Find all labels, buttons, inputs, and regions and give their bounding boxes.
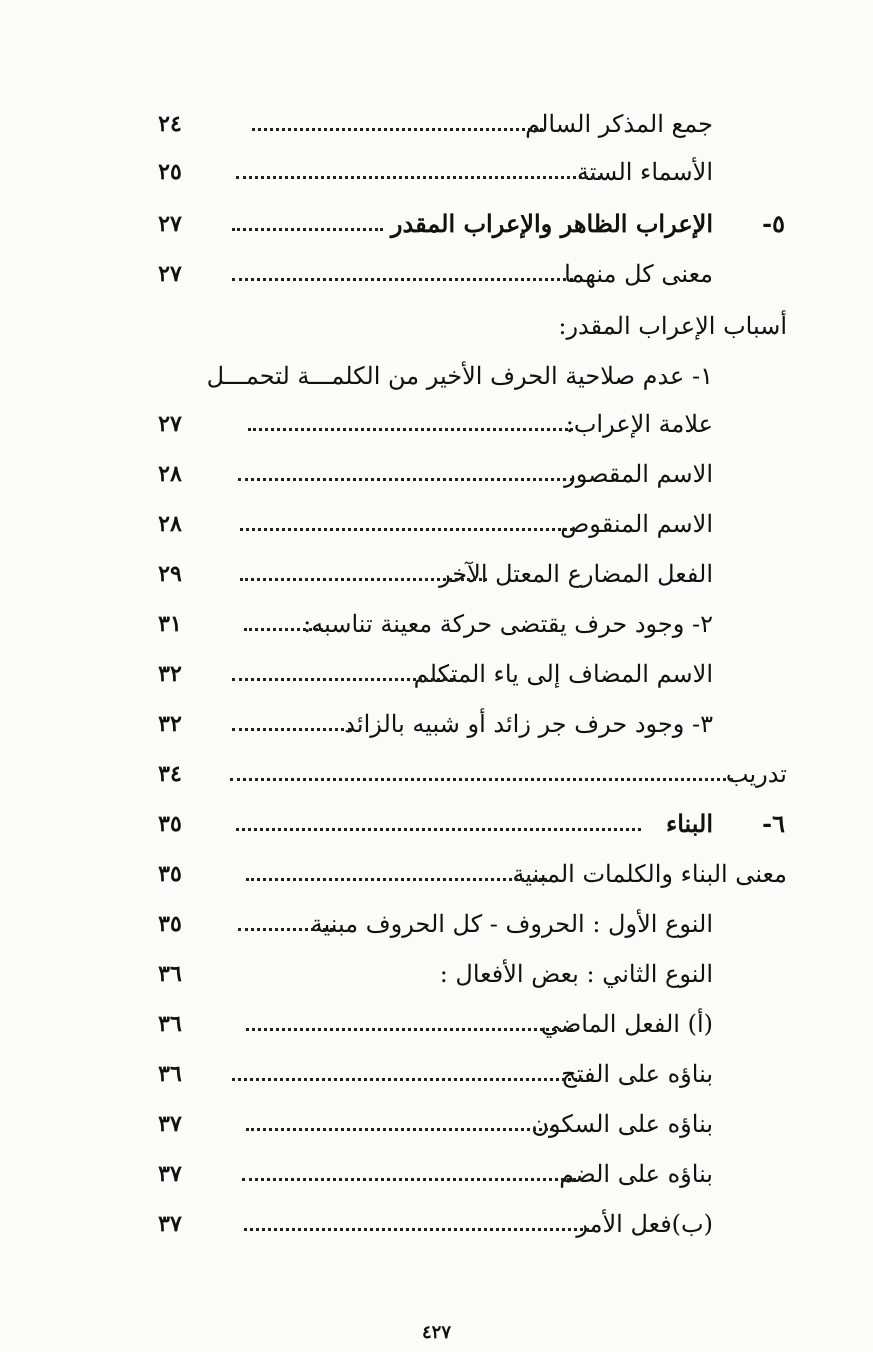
toc-entry-title: الاسم المقصور — [564, 460, 713, 488]
toc-page-number: ٣٥ — [158, 861, 182, 887]
toc-row — [0, 1154, 873, 1194]
toc-entry-title: البناء — [665, 809, 713, 838]
toc-row — [0, 404, 873, 444]
toc-row — [0, 454, 873, 494]
toc-page-number: ٣٥ — [158, 811, 182, 837]
toc-entry-title: معنى البناء والكلمات المبنية — [512, 860, 787, 888]
dot-leader — [242, 1178, 583, 1181]
dot-leader — [248, 428, 573, 431]
toc-entry-title: (ب)فعل الأمر — [576, 1210, 713, 1238]
toc-entry-title: الاسم المنقوص — [560, 510, 713, 538]
toc-row — [0, 554, 873, 594]
toc-page-number: ٢٤ — [158, 111, 182, 137]
toc-page-number: ٢٩ — [158, 561, 182, 587]
toc-row — [0, 1054, 873, 1094]
toc-entry-title: ٣- وجود حرف جر زائد أو شبيه بالزائد — [344, 710, 713, 738]
section-number: ٥- — [762, 209, 785, 238]
toc-row — [0, 1104, 873, 1144]
toc-row — [0, 356, 873, 396]
dot-leader — [232, 1078, 583, 1081]
toc-row — [0, 904, 873, 944]
dot-leader — [240, 578, 487, 581]
toc-entry-title: علامة الإعراب: — [565, 410, 713, 438]
toc-entry-title: النوع الثاني : بعض الأفعال : — [439, 960, 713, 988]
toc-page-number: ٢٧ — [158, 261, 182, 287]
toc-page-number: ٣١ — [158, 611, 182, 637]
dot-leader — [246, 1128, 553, 1131]
toc-page-number: ٢٧ — [158, 211, 182, 237]
dot-leader — [252, 128, 543, 131]
toc-row — [0, 504, 873, 544]
toc-row — [0, 854, 873, 894]
toc-row — [0, 1004, 873, 1044]
dot-leader — [232, 278, 573, 281]
toc-entry-title: (أ) الفعل الماضي — [540, 1010, 713, 1038]
dot-leader — [240, 528, 573, 531]
toc-entry-title: النوع الأول : الحروف - كل الحروف مبنية — [310, 910, 713, 938]
toc-page-number: ٢٨ — [158, 511, 182, 537]
dot-leader — [236, 828, 641, 831]
dot-leader — [232, 728, 351, 731]
dot-leader — [246, 1028, 573, 1031]
toc-entry-title: بناؤه على الفتح — [561, 1060, 713, 1088]
toc-entry-title: ٢- وجود حرف يقتضى حركة معينة تناسبه: — [303, 610, 713, 638]
toc-row — [0, 204, 873, 244]
toc-entry-title: الفعل المضارع المعتل الآخر — [439, 560, 713, 588]
toc-row — [0, 104, 873, 144]
toc-row — [0, 1204, 873, 1244]
toc-entry-title: تدريب — [725, 760, 787, 788]
toc-row — [0, 306, 873, 346]
toc-row — [0, 704, 873, 744]
toc-page-number: ٣٦ — [158, 1011, 182, 1037]
dot-leader — [232, 678, 453, 681]
toc-page-number: ٣٤ — [158, 761, 182, 787]
dot-leader — [244, 628, 323, 631]
toc-heading: أسباب الإعراب المقدر: — [558, 312, 787, 340]
toc-entry-title: ١- عدم صلاحية الحرف الأخير من الكلمـــة لتحمـــل — [206, 362, 713, 390]
toc-entry-title: معنى كل منهما — [564, 260, 713, 288]
toc-entry-title: بناؤه على السكون — [531, 1110, 713, 1138]
toc-row — [0, 254, 873, 294]
toc-entry-title: بناؤه على الضم — [559, 1160, 713, 1188]
toc-page-number: ٣٢ — [158, 711, 182, 737]
toc-page-number: ٣٧ — [158, 1211, 182, 1237]
toc-page-number: ٣٢ — [158, 661, 182, 687]
toc-entry-title: الاسم المضاف إلى ياء المتكلم — [413, 660, 713, 688]
toc-page-number: ٢٧ — [158, 411, 182, 437]
toc-row — [0, 152, 873, 192]
page-number: ٤٢٧ — [421, 1322, 451, 1343]
toc-page-number: ٣٧ — [158, 1111, 182, 1137]
toc-page-number: ٣٥ — [158, 911, 182, 937]
toc-entry-title: الإعراب الظاهر والإعراب المقدر — [390, 209, 713, 238]
dot-leader — [238, 928, 333, 931]
toc-page-number: ٣٦ — [158, 961, 182, 987]
toc-entry-title: جمع المذكر السالم — [525, 110, 713, 138]
dot-leader — [238, 478, 573, 481]
dot-leader — [232, 228, 383, 231]
toc-page-number: ٣٦ — [158, 1061, 182, 1087]
toc-page-number: ٢٨ — [158, 461, 182, 487]
toc-page-number: ٣٧ — [158, 1161, 182, 1187]
toc-row — [0, 654, 873, 694]
toc-row — [0, 604, 873, 644]
toc-row — [0, 804, 873, 844]
dot-leader — [230, 778, 733, 781]
section-number: ٦- — [762, 809, 785, 838]
toc-entry-title: الأسماء الستة — [576, 158, 713, 186]
toc-row — [0, 754, 873, 794]
dot-leader — [236, 176, 601, 179]
toc-page-number: ٢٥ — [158, 159, 182, 185]
dot-leader — [244, 1228, 595, 1231]
toc-row — [0, 954, 873, 994]
dot-leader — [246, 878, 547, 881]
